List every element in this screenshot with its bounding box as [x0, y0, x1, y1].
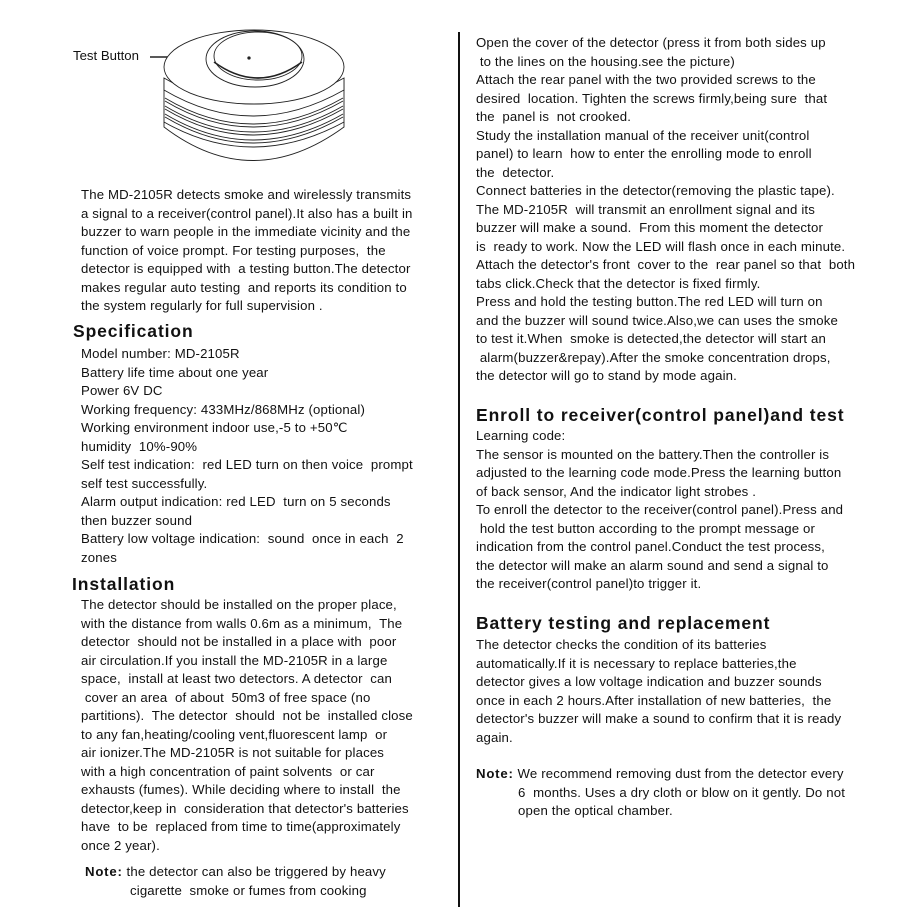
text-line: to test it.When smoke is detected,the detector will start an — [476, 331, 826, 346]
note-text: open the optical chamber. — [518, 803, 673, 818]
text-line: makes regular auto testing and reports its condition to — [81, 279, 407, 295]
text-line: detector should not be installed in a place with poor — [81, 634, 397, 649]
text-line: Press and hold the testing button.The red LED will turn on — [476, 294, 823, 309]
installation-paragraph — [81, 596, 413, 855]
text-line: Attach the rear panel with the two provided screws to the — [476, 72, 816, 87]
text-line: Study the installation manual of the receiver unit(control — [476, 127, 810, 143]
text-line: The detector should be installed on the proper place, — [81, 597, 397, 612]
text-line: a signal to a receiver(control panel).It also has a built in — [81, 205, 413, 221]
text-line: desired location. Tighten the screws firmly,being sure that — [476, 90, 828, 106]
text-line: The sensor is mounted on the battery.Then the controller is — [476, 446, 830, 462]
spec-line: zones — [81, 549, 117, 565]
text-line: the detector will make an alarm sound and send a signal to — [476, 557, 829, 573]
spec-line: Alarm output indication: red LED turn on 5 seconds — [81, 494, 391, 509]
spec-line: Self test indication: red LED turn on then voice prompt — [81, 457, 413, 472]
text-line: Learning code: — [476, 428, 566, 443]
note-text: the detector can also be triggered by heavy — [126, 864, 386, 879]
note-label: Note: — [85, 864, 123, 879]
note-label: Note: — [476, 766, 514, 781]
spec-line: Power 6V DC — [81, 383, 163, 398]
smoke-detector-illustration — [140, 22, 360, 172]
note-text: 6 months. Uses a dry cloth or blow on it gently. Do not — [518, 784, 846, 800]
text-line: Attach the detector's front cover to the rear panel so that both — [476, 257, 856, 272]
spec-line: Battery life time about one year — [81, 364, 269, 380]
text-line: air ionizer.The MD-2105R is not suitable for places — [81, 745, 385, 760]
text-line: Open the cover of the detector (press it from both sides up — [476, 35, 826, 50]
text-line: detector's buzzer will make a sound to confirm that it is ready — [476, 711, 842, 726]
enroll-heading: Enroll to receiver(control panel)and test — [476, 405, 845, 425]
text-line: alarm(buzzer&repay).After the smoke concentration drops, — [476, 349, 831, 365]
text-line: automatically.If it is necessary to replace batteries,the — [476, 655, 797, 671]
spec-line: Working frequency: 433MHz/868MHz (optional) — [81, 401, 365, 417]
text-line: space, install at least two detectors. A detector can — [81, 671, 392, 686]
text-line: To enroll the detector to the receiver(control panel).Press and — [476, 502, 844, 517]
text-line: function of voice prompt. For testing purposes, the — [81, 242, 386, 258]
text-line: once in each 2 hours.After installation of new batteries, the — [476, 692, 832, 708]
text-line: and the buzzer will sound twice.Also,we can uses the smoke — [476, 312, 839, 328]
spec-line: humidity 10%-90% — [81, 438, 198, 454]
installation-note — [85, 863, 386, 900]
text-line: the panel is not crooked. — [476, 109, 632, 124]
text-line: Connect batteries in the detector(removing the plastic tape). — [476, 183, 835, 198]
text-line: panel) to learn how to enter the enrolling mode to enroll — [476, 146, 812, 161]
maintenance-note — [476, 765, 845, 821]
text-line: have to be replaced from time to time(approximately — [81, 819, 401, 834]
text-line: with a high concentration of paint solvents or car — [81, 763, 375, 779]
spec-line: Working environment indoor use,-5 to +50℃ — [81, 420, 348, 435]
text-line: buzzer will make a sound. From this moment the detector — [476, 220, 824, 235]
text-line: cover an area of about 50m3 of free space (no — [81, 689, 371, 705]
spec-line: self test successfully. — [81, 475, 208, 491]
text-line: the detector will go to stand by mode again. — [476, 368, 737, 383]
text-line: The detector checks the condition of its batteries — [476, 637, 767, 652]
test-button-label: Test Button — [73, 48, 139, 63]
specification-list — [81, 345, 413, 567]
text-line: detector is equipped with a testing button.The detector — [81, 261, 411, 276]
enroll-paragraph — [476, 427, 843, 594]
text-line: buzzer to warn people in the immediate vicinity and the — [81, 224, 411, 239]
specification-heading: Specification — [73, 321, 194, 341]
text-line: detector gives a low voltage indication and buzzer sounds — [476, 674, 822, 689]
battery-heading: Battery testing and replacement — [476, 613, 771, 633]
text-line: is ready to work. Now the LED will flash once in each minute. — [476, 238, 846, 254]
spec-line: Model number: MD-2105R — [81, 346, 240, 361]
note-text: cigarette smoke or fumes from cooking — [130, 882, 367, 898]
intro-paragraph — [81, 186, 413, 316]
text-line: the system regularly for full supervision . — [81, 298, 323, 313]
install-steps-paragraph — [476, 34, 855, 386]
installation-heading: Installation — [72, 574, 176, 594]
spec-line: Battery low voltage indication: sound once in each 2 — [81, 531, 404, 546]
text-line: the receiver(control panel)to trigger it. — [476, 576, 702, 591]
text-line: of back sensor, And the indicator light strobes . — [476, 483, 757, 499]
text-line: again. — [476, 729, 513, 745]
note-text: We recommend removing dust from the detector every — [517, 766, 844, 781]
text-line: partitions). The detector should not be installed close — [81, 708, 413, 723]
column-divider — [458, 32, 460, 907]
text-line: The MD-2105R detects smoke and wirelessly transmits — [81, 187, 412, 202]
text-line: to the lines on the housing.see the picture) — [476, 53, 735, 69]
text-line: tabs click.Check that the detector is fixed firmly. — [476, 275, 761, 291]
text-line: with the distance from walls 0.6m as a minimum, The — [81, 615, 403, 631]
text-line: the detector. — [476, 164, 555, 180]
text-line: to any fan,heating/cooling vent,fluorescent lamp or — [81, 726, 388, 742]
text-line: indication from the control panel.Conduct the test process, — [476, 539, 825, 554]
text-line: The MD-2105R will transmit an enrollment signal and its — [476, 201, 815, 217]
text-line: detector,keep in consideration that detector's batteries — [81, 800, 409, 816]
text-line: exhausts (fumes). While deciding where to install the — [81, 782, 401, 797]
text-line: once 2 year). — [81, 837, 160, 853]
text-line: adjusted to the learning code mode.Press the learning button — [476, 465, 842, 480]
text-line: hold the test button according to the prompt message or — [476, 520, 816, 536]
text-line: air circulation.If you install the MD-2105R in a large — [81, 652, 388, 668]
battery-paragraph — [476, 636, 841, 747]
spec-line: then buzzer sound — [81, 512, 193, 528]
